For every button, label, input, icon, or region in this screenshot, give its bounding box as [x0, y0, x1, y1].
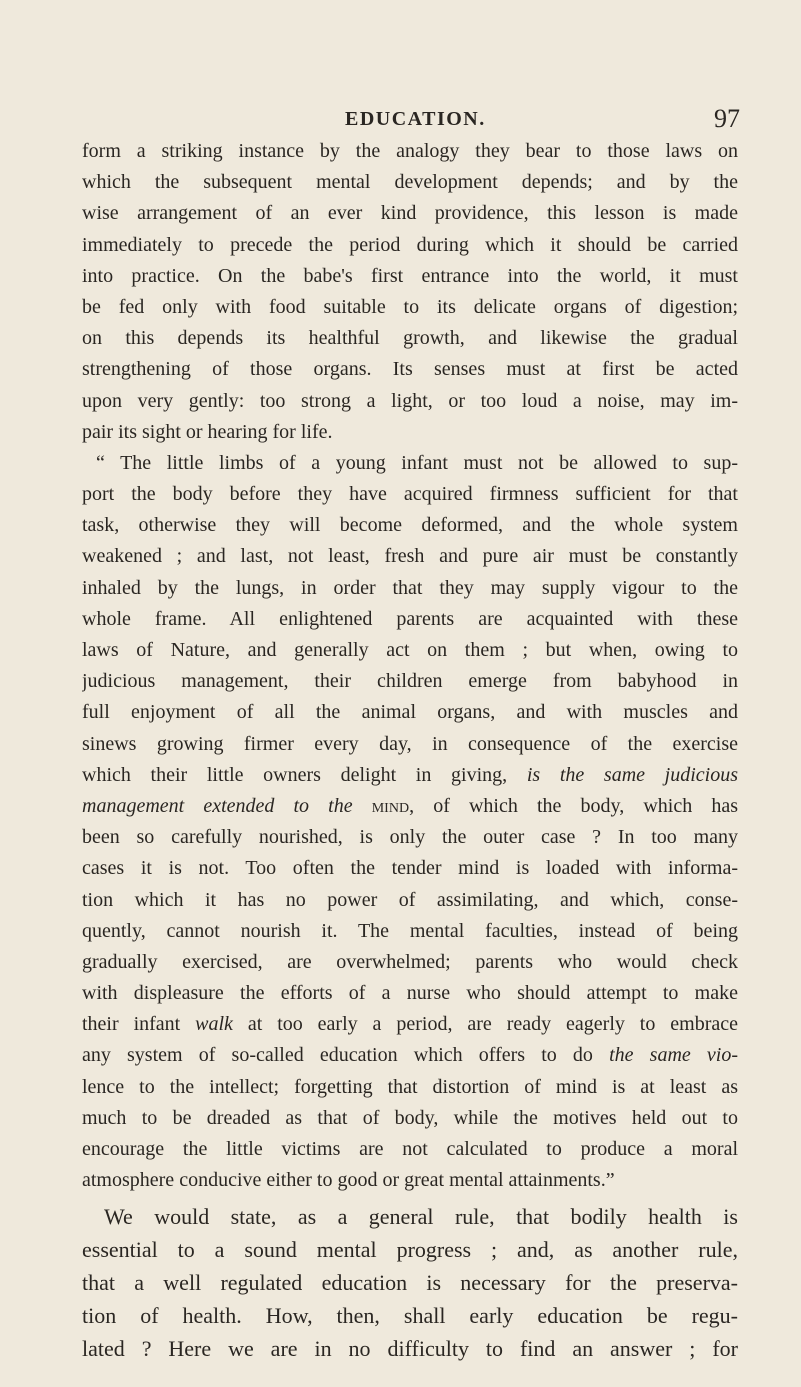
- text-run: of which the body, which has: [433, 794, 738, 817]
- text-line: lence to the intellect; forgetting that distortion of mind is at least as: [82, 1075, 738, 1098]
- text-line: gradually exercised, are overwhelmed; parents who would check: [82, 950, 738, 973]
- text-run: any system of so-called education which offers to do: [82, 1044, 593, 1067]
- text-line: judicious management, their children emerge from babyhood in: [82, 670, 738, 693]
- text-line-mixed: [82, 1040, 738, 1071]
- text-line: with displeasure the efforts of a nurse who should attempt to make: [82, 982, 738, 1005]
- italic-run: management extended to the: [82, 794, 353, 817]
- text-line: been so carefully nourished, is only the outer case ? In too many: [82, 826, 738, 849]
- running-title: EDUCATION.: [345, 108, 486, 130]
- text-line: form a striking instance by the analogy they bear to those laws on: [82, 140, 738, 162]
- italic-run: walk: [195, 1013, 233, 1036]
- paragraph-2: [82, 1200, 738, 1365]
- text-line: port the body before they have acquired firmness sufficient for that: [82, 483, 738, 506]
- italic-run: is the same judicious: [526, 763, 738, 786]
- text-line: be fed only with food suitable to its delicate organs of digestion;: [82, 295, 738, 318]
- italic-run: the same vio-: [609, 1044, 738, 1067]
- text-line: essential to a sound mental progress ; and, as another rule,: [82, 1237, 738, 1263]
- text-line: full enjoyment of all the animal organs, and with muscles and: [82, 701, 738, 724]
- page-number: 97: [714, 104, 740, 133]
- text-line: lated ? Here we are in no difficulty to find an answer ; for: [82, 1336, 738, 1362]
- text-line: strengthening of those organs. Its senses must at first be acted: [82, 358, 738, 381]
- text-run: their infant: [82, 1013, 181, 1036]
- text-line: pair its sight or hearing for life.: [82, 420, 333, 443]
- text-line: inhaled by the lungs, in order that they may supply vigour to the: [82, 576, 738, 599]
- text-line: whole frame. All enlightened parents are acquainted with these: [82, 607, 738, 630]
- text-line: which the subsequent mental development depends; and by the: [82, 171, 738, 194]
- text-line: tion which it has no power of assimilating, and which, conse-: [82, 888, 738, 911]
- text-line: into practice. On the babe's first entrance into the world, it must: [82, 264, 738, 287]
- text-line: We would state, as a general rule, that bodily health is: [104, 1204, 738, 1230]
- text-line: upon very gently: too strong a light, or too loud a noise, may im-: [82, 389, 738, 412]
- text-line: much to be dreaded as that of body, while the motives held out to: [82, 1106, 738, 1129]
- text-run: at too early a period, are ready eagerly to embrace: [247, 1013, 738, 1036]
- text-line: tion of health. How, then, shall early education be regu-: [82, 1303, 738, 1329]
- text-line: weakened ; and last, not least, fresh and pure air must be constantly: [82, 545, 738, 568]
- text-line: cases it is not. Too often the tender mind is loaded with informa-: [82, 857, 738, 880]
- body-text: [82, 136, 738, 1365]
- text-line-mixed: [82, 760, 738, 791]
- text-line-mixed: [82, 791, 738, 822]
- text-line-mixed: [82, 1009, 738, 1040]
- text-line: immediately to precede the period during which it should be carried: [82, 233, 738, 256]
- text-line: “ The little limbs of a young infant must not be allowed to sup-: [96, 451, 738, 474]
- paragraph-1: [82, 136, 738, 1196]
- text-line: laws of Nature, and generally act on them ; but when, owing to: [82, 639, 738, 661]
- text-line: quently, cannot nourish it. The mental faculties, instead of being: [82, 919, 738, 942]
- text-run: which their little owners delight in giving,: [82, 763, 508, 786]
- page-header: [0, 104, 801, 134]
- text-line: sinews growing firmer every day, in consequence of the exercise: [82, 732, 738, 755]
- text-line: task, otherwise they will become deformed, and the whole system: [82, 514, 738, 537]
- small-caps-run: mind,: [371, 794, 415, 817]
- text-line: on this depends its healthful growth, and likewise the gradual: [82, 327, 738, 350]
- text-line: encourage the little victims are not calculated to produce a moral: [82, 1138, 738, 1160]
- text-line: that a well regulated education is necessary for the preserva-: [82, 1270, 738, 1296]
- text-line: atmosphere conducive either to good or great mental attainments.”: [82, 1169, 615, 1192]
- text-line: wise arrangement of an ever kind providence, this lesson is made: [82, 202, 738, 225]
